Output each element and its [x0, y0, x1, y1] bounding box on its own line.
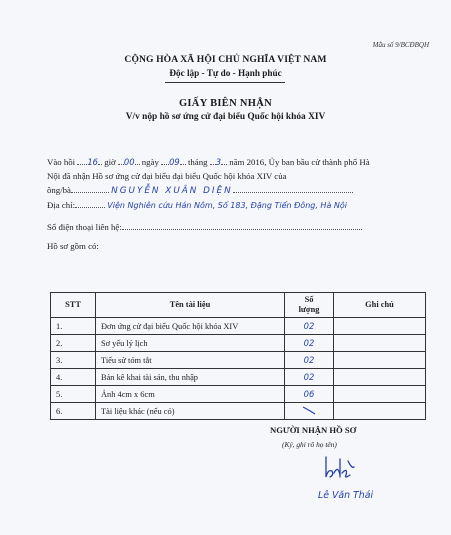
row-stt: 4. — [51, 369, 96, 386]
intro-text-6: ông/bà — [47, 185, 71, 195]
table-row — [51, 403, 426, 420]
row-stt: 6. — [51, 403, 96, 420]
intro-line-1 — [47, 156, 370, 167]
receiver-signature-name: Lê Văn Thái — [318, 490, 374, 501]
row-note — [334, 403, 426, 420]
intro-text-1: Vào hồi — [47, 157, 76, 167]
table-header-row — [51, 293, 426, 318]
intro-text-4: tháng — [187, 157, 208, 167]
row-stt: 2. — [51, 335, 96, 352]
header-quantity-line-2: lượng — [298, 305, 320, 314]
day-value: 09 — [169, 157, 180, 167]
row-note — [334, 386, 426, 403]
row-note — [334, 318, 426, 335]
intro-line-3 — [47, 184, 353, 196]
address-label: Địa chỉ: — [47, 200, 76, 210]
header-stt: STT — [51, 293, 96, 318]
form-number: Mẫu số 9/BCĐBQH — [372, 41, 429, 49]
row-stt: 3. — [51, 352, 96, 369]
row-document-name: Tiểu sử tóm tắt — [96, 352, 285, 369]
row-stt: 5. — [51, 386, 96, 403]
header-quantity-line-1: Số — [304, 295, 314, 304]
table-row — [51, 318, 426, 335]
row-quantity: 02 — [285, 369, 334, 386]
phone-line — [47, 221, 362, 232]
candidate-name: NGUYỄN XUÂN DIỆN — [111, 186, 233, 196]
row-document-name: Bản kê khai tài sản, thu nhập — [96, 369, 285, 386]
row-document-name: Tài liệu khác (nếu có) — [96, 403, 285, 420]
header-document-name: Tên tài liệu — [96, 293, 285, 318]
document-title: GIẤY BIÊN NHẬN — [178, 98, 273, 109]
row-note — [334, 352, 426, 369]
signature-icon — [322, 455, 362, 481]
row-quantity: 02 — [285, 352, 334, 369]
table-row — [51, 352, 426, 369]
national-title: CỘNG HÒA XÃ HỘI CHỦ NGHĨA VIỆT NAM — [124, 54, 327, 65]
header-quantity — [285, 293, 334, 318]
table-row — [51, 335, 426, 352]
address-line — [47, 199, 347, 210]
intro-line-2: Nội đã nhận Hồ sơ ứng cử đại biểu đại biểu Quốc hội khóa XIV của — [47, 171, 287, 181]
receiver-note: (Ký, ghi rõ họ tên) — [282, 440, 337, 449]
intro-text-2: giờ — [104, 157, 116, 167]
table-row — [51, 386, 426, 403]
month-value: 3 — [215, 157, 222, 167]
phone-label: Số điện thoại liên hệ: — [47, 222, 122, 232]
address-value: Viện Nghiên cứu Hán Nôm, Số 183, Đặng Tiến Đông, Hà Nội — [107, 201, 347, 210]
row-note — [334, 369, 426, 386]
national-motto: Độc lập - Tự do - Hạnh phúc — [169, 68, 282, 78]
header-note: Ghi chú — [334, 293, 426, 318]
table-row — [51, 369, 426, 386]
row-quantity — [285, 403, 334, 420]
row-document-name: Ảnh 4cm x 6cm — [96, 386, 285, 403]
dossier-label: Hồ sơ gồm có: — [47, 241, 99, 251]
tick-mark-icon — [301, 405, 317, 415]
documents-table — [50, 292, 426, 420]
row-quantity: 02 — [285, 335, 334, 352]
row-quantity: 02 — [285, 318, 334, 335]
receiver-title: NGƯỜI NHẬN HỒ SƠ — [270, 425, 357, 435]
document-subtitle: V/v nộp hồ sơ ứng cử đại biểu Quốc hội khóa XIV — [125, 112, 326, 122]
intro-text-5: năm 2016, Ủy ban bầu cử thành phố Hà — [229, 157, 370, 167]
intro-text-3: ngày — [141, 157, 159, 167]
row-quantity: 06 — [285, 386, 334, 403]
row-document-name: Sơ yếu lý lịch — [96, 335, 285, 352]
row-stt: 1. — [51, 318, 96, 335]
row-note — [334, 335, 426, 352]
hour-value: 16 — [87, 157, 98, 167]
minute-value: 00 — [123, 157, 135, 167]
motto-underline — [165, 82, 285, 83]
row-document-name: Đơn ứng cử đại biểu Quốc hội khóa XIV — [96, 318, 285, 335]
